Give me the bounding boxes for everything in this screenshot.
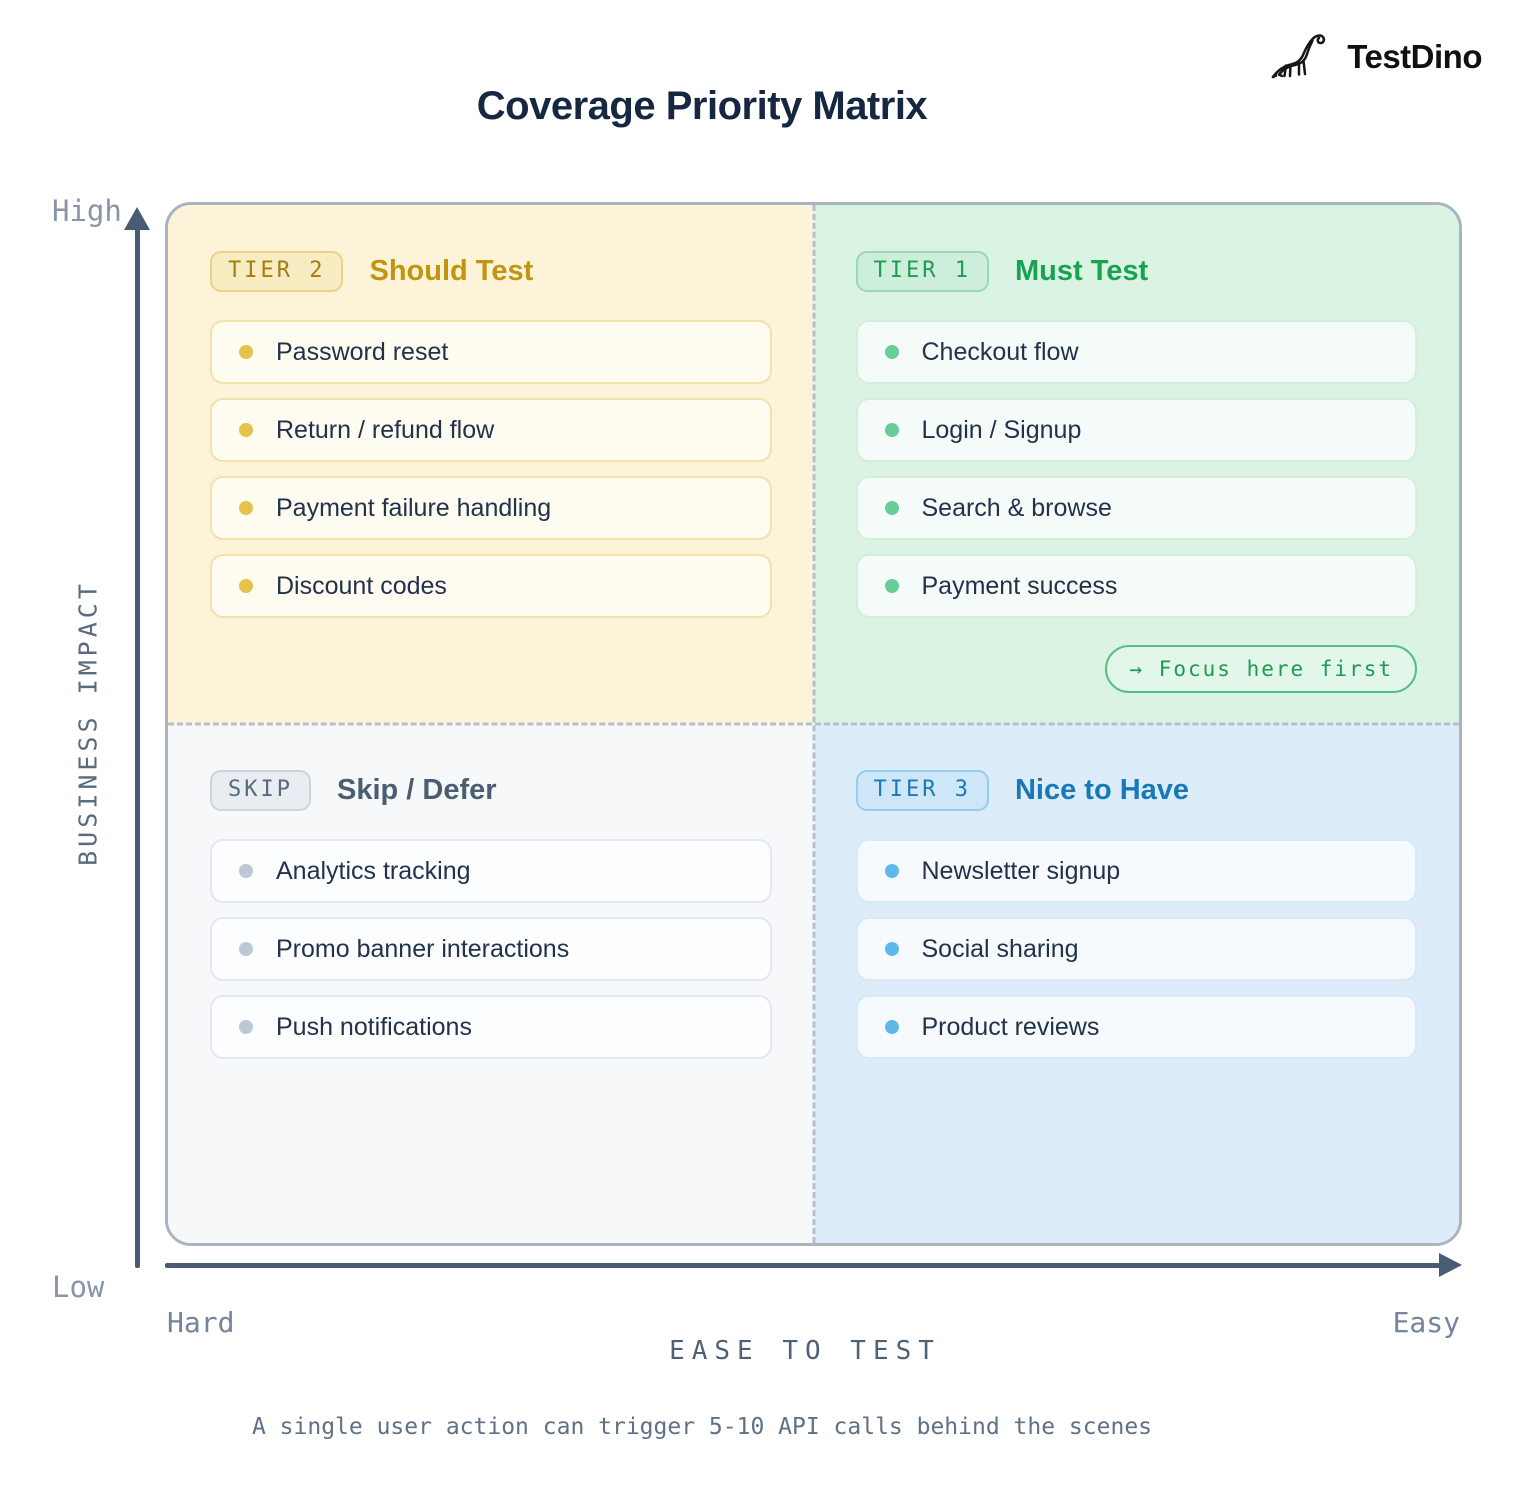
tier-3-badge: TIER 3 <box>856 770 989 811</box>
item-label: Payment failure handling <box>276 493 552 522</box>
item-label: Search & browse <box>921 493 1112 522</box>
list-item <box>210 554 772 618</box>
item-label: Return / refund flow <box>276 415 495 444</box>
y-axis-arrow <box>135 228 140 1268</box>
logo-text: TestDino <box>1347 38 1482 75</box>
list-item <box>210 476 772 540</box>
item-label: Login / Signup <box>921 415 1082 444</box>
focus-here-first-note: → Focus here first <box>1105 645 1417 693</box>
list-item <box>856 476 1418 540</box>
quadrant-header <box>856 251 1418 292</box>
item-label: Newsletter signup <box>921 856 1121 885</box>
bullet-dot-icon <box>239 345 253 359</box>
bullet-dot-icon <box>885 942 899 956</box>
item-label: Discount codes <box>276 571 447 600</box>
item-label: Product reviews <box>921 1012 1100 1041</box>
horizontal-divider <box>168 723 1459 726</box>
bullet-dot-icon <box>239 423 253 437</box>
quadrant-title: Nice to Have <box>1014 774 1190 806</box>
list-item <box>856 839 1418 903</box>
x-axis-easy-label: Easy <box>1392 1306 1460 1339</box>
item-label: Analytics tracking <box>276 856 471 885</box>
bullet-dot-icon <box>239 1020 253 1034</box>
list-item <box>856 554 1418 618</box>
quadrant-title: Should Test <box>369 255 534 287</box>
item-label: Push notifications <box>276 1012 472 1041</box>
x-axis-title: EASE TO TEST <box>669 1336 941 1366</box>
list-item <box>856 320 1418 384</box>
bullet-dot-icon <box>239 579 253 593</box>
bullet-dot-icon <box>239 942 253 956</box>
list-item <box>210 917 772 981</box>
skip-badge: SKIP <box>210 770 311 811</box>
quadrant-header <box>856 770 1418 811</box>
y-axis-low-label: Low <box>52 1270 105 1304</box>
quadrant-title: Skip / Defer <box>336 774 497 806</box>
page-title: Coverage Priority Matrix <box>476 84 928 128</box>
list-item <box>210 398 772 462</box>
item-label: Promo banner interactions <box>276 934 570 963</box>
y-axis-high-label: High <box>52 194 122 228</box>
logo <box>1269 30 1482 84</box>
y-axis-title: BUSINESS IMPACT <box>73 580 103 866</box>
list-item <box>856 917 1418 981</box>
list-item <box>856 995 1418 1059</box>
priority-matrix <box>165 202 1462 1246</box>
list-item <box>210 995 772 1059</box>
bullet-dot-icon <box>885 579 899 593</box>
quadrant-header <box>210 251 772 292</box>
bullet-dot-icon <box>885 1020 899 1034</box>
quadrant-skip-defer <box>168 724 814 1243</box>
tier-1-badge: TIER 1 <box>856 251 989 292</box>
list-item <box>856 398 1418 462</box>
list-item <box>210 839 772 903</box>
item-label: Payment success <box>921 571 1118 600</box>
item-label: Password reset <box>276 337 449 366</box>
bullet-dot-icon <box>885 423 899 437</box>
quadrant-nice-to-have <box>814 724 1460 1243</box>
item-label: Checkout flow <box>921 337 1079 366</box>
list-item <box>210 320 772 384</box>
bullet-dot-icon <box>885 501 899 515</box>
bullet-dot-icon <box>885 864 899 878</box>
tier-2-badge: TIER 2 <box>210 251 343 292</box>
quadrant-must-test <box>814 205 1460 724</box>
x-axis-arrow <box>165 1263 1441 1268</box>
quadrant-title: Must Test <box>1014 255 1149 287</box>
quadrant-header <box>210 770 772 811</box>
bullet-dot-icon <box>885 345 899 359</box>
item-label: Social sharing <box>921 934 1079 963</box>
footer-caption: A single user action can trigger 5-10 API calls behind the scenes <box>251 1414 1153 1440</box>
dino-icon <box>1269 30 1335 84</box>
quadrant-should-test <box>168 205 814 724</box>
bullet-dot-icon <box>239 501 253 515</box>
x-axis-hard-label: Hard <box>167 1306 235 1339</box>
bullet-dot-icon <box>239 864 253 878</box>
